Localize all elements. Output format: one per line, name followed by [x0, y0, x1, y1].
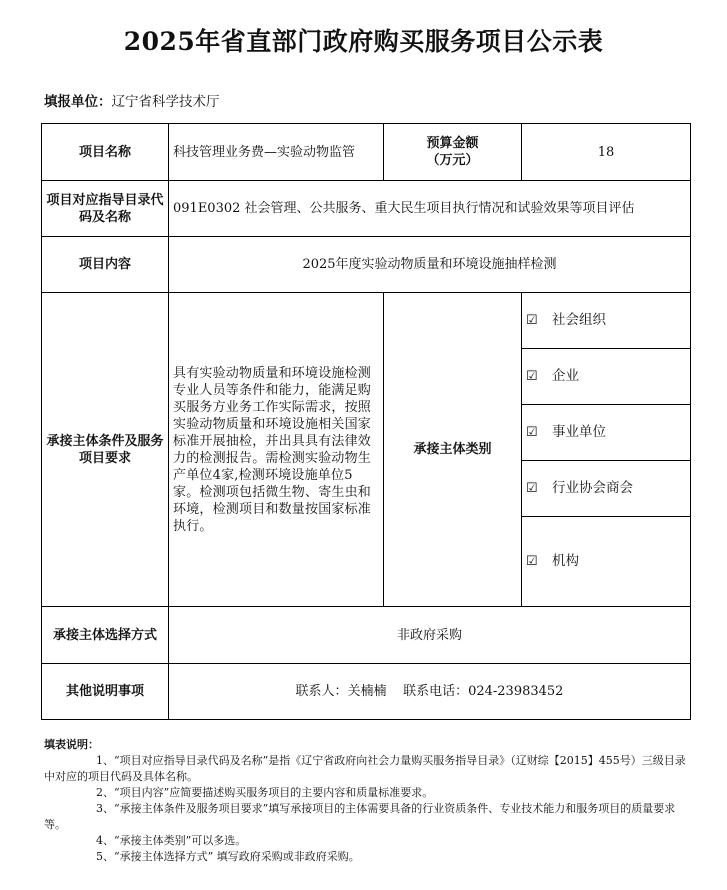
content-value: 2025年度实验动物质量和环境设施抽样检测 [169, 237, 691, 293]
row-project-name [42, 124, 691, 181]
content-label: 项目内容 [42, 237, 169, 293]
notes [44, 737, 694, 865]
catalog-value: 091E0302 社会管理、公共服务、重大民生项目执行情况和试验效果等项目评估 [169, 181, 691, 237]
budget-label-line2: （万元） [426, 153, 479, 168]
project-table [41, 123, 691, 720]
fill-unit [44, 90, 220, 110]
budget-value: 18 [522, 124, 691, 181]
entity-type-option-label: 机构 [552, 553, 579, 569]
entity-type-option [522, 349, 691, 405]
fill-unit-value: 辽宁省科学技术厅 [111, 94, 220, 110]
selection-value: 非政府采购 [169, 607, 691, 664]
checkbox-checked-icon: ☑ [526, 481, 538, 496]
checkbox-checked-icon: ☑ [526, 554, 538, 569]
entity-type-option [522, 517, 691, 607]
project-name-value: 科技管理业务费—实验动物监管 [169, 124, 384, 181]
row-catalog [42, 181, 691, 237]
entity-type-option [522, 461, 691, 517]
checkbox-checked-icon: ☑ [526, 369, 538, 384]
notes-title: 填表说明： [44, 738, 99, 751]
note-line: 3、“承接主体条件及服务项目要求”填写承接项目的主体需要具备的行业资质条件、专业技术能力和服务项目的质量要求等。 [44, 802, 676, 831]
entity-type-option [522, 293, 691, 349]
requirement-value: 具有实验动物质量和环境设施检测专业人员等条件和能力，能满足购买服务方业务工作实际需求，按照实验动物质量和环境设施相关国家标准开展抽检，并出具具有法律效力的检测报告。需检测实验动物生产单位4家,检测环境设施单位5家。检测项包括微生物、寄生虫和环境，检测项目和数量按国家标准执行。 [169, 293, 384, 607]
entity-type-option-label: 行业协会商会 [552, 480, 633, 496]
budget-label [384, 124, 522, 181]
note-line: 4、“承接主体类别”可以多选。 [96, 834, 247, 847]
row-content [42, 237, 691, 293]
row-other [42, 664, 691, 720]
project-name-label: 项目名称 [42, 124, 169, 181]
budget-label-line1: 预算金额 [426, 136, 479, 151]
entity-type-option [522, 405, 691, 461]
catalog-label: 项目对应指导目录代码及名称 [42, 181, 169, 237]
requirement-label: 承接主体条件及服务项目要求 [42, 293, 169, 607]
row-requirements [42, 293, 691, 349]
entity-type-option-label: 企业 [552, 368, 579, 384]
checkbox-checked-icon: ☑ [526, 425, 538, 440]
fill-unit-label: 填报单位： [44, 94, 112, 110]
other-value: 联系人：关楠楠 联系电话：024-23983452 [169, 664, 691, 720]
entity-type-option-label: 社会组织 [552, 312, 606, 328]
note-line: 1、“项目对应指导目录代码及名称”是指《辽宁省政府向社会力量购买服务指导目录》（辽财综【2015】455号）三级目录中对应的项目代码及具体名称。 [44, 754, 686, 783]
checkbox-checked-icon: ☑ [526, 313, 538, 328]
page-title: 2025年省直部门政府购买服务项目公示表 [123, 27, 604, 56]
entity-type-label: 承接主体类别 [384, 293, 522, 607]
selection-label: 承接主体选择方式 [42, 607, 169, 664]
note-line: 2、“项目内容”应简要描述购买服务项目的主要内容和质量标准要求。 [96, 786, 434, 799]
row-selection [42, 607, 691, 664]
other-label: 其他说明事项 [42, 664, 169, 720]
entity-type-option-label: 事业单位 [552, 424, 606, 440]
note-line: 5、“承接主体选择方式” 填写政府采购或非政府采购。 [96, 850, 360, 863]
